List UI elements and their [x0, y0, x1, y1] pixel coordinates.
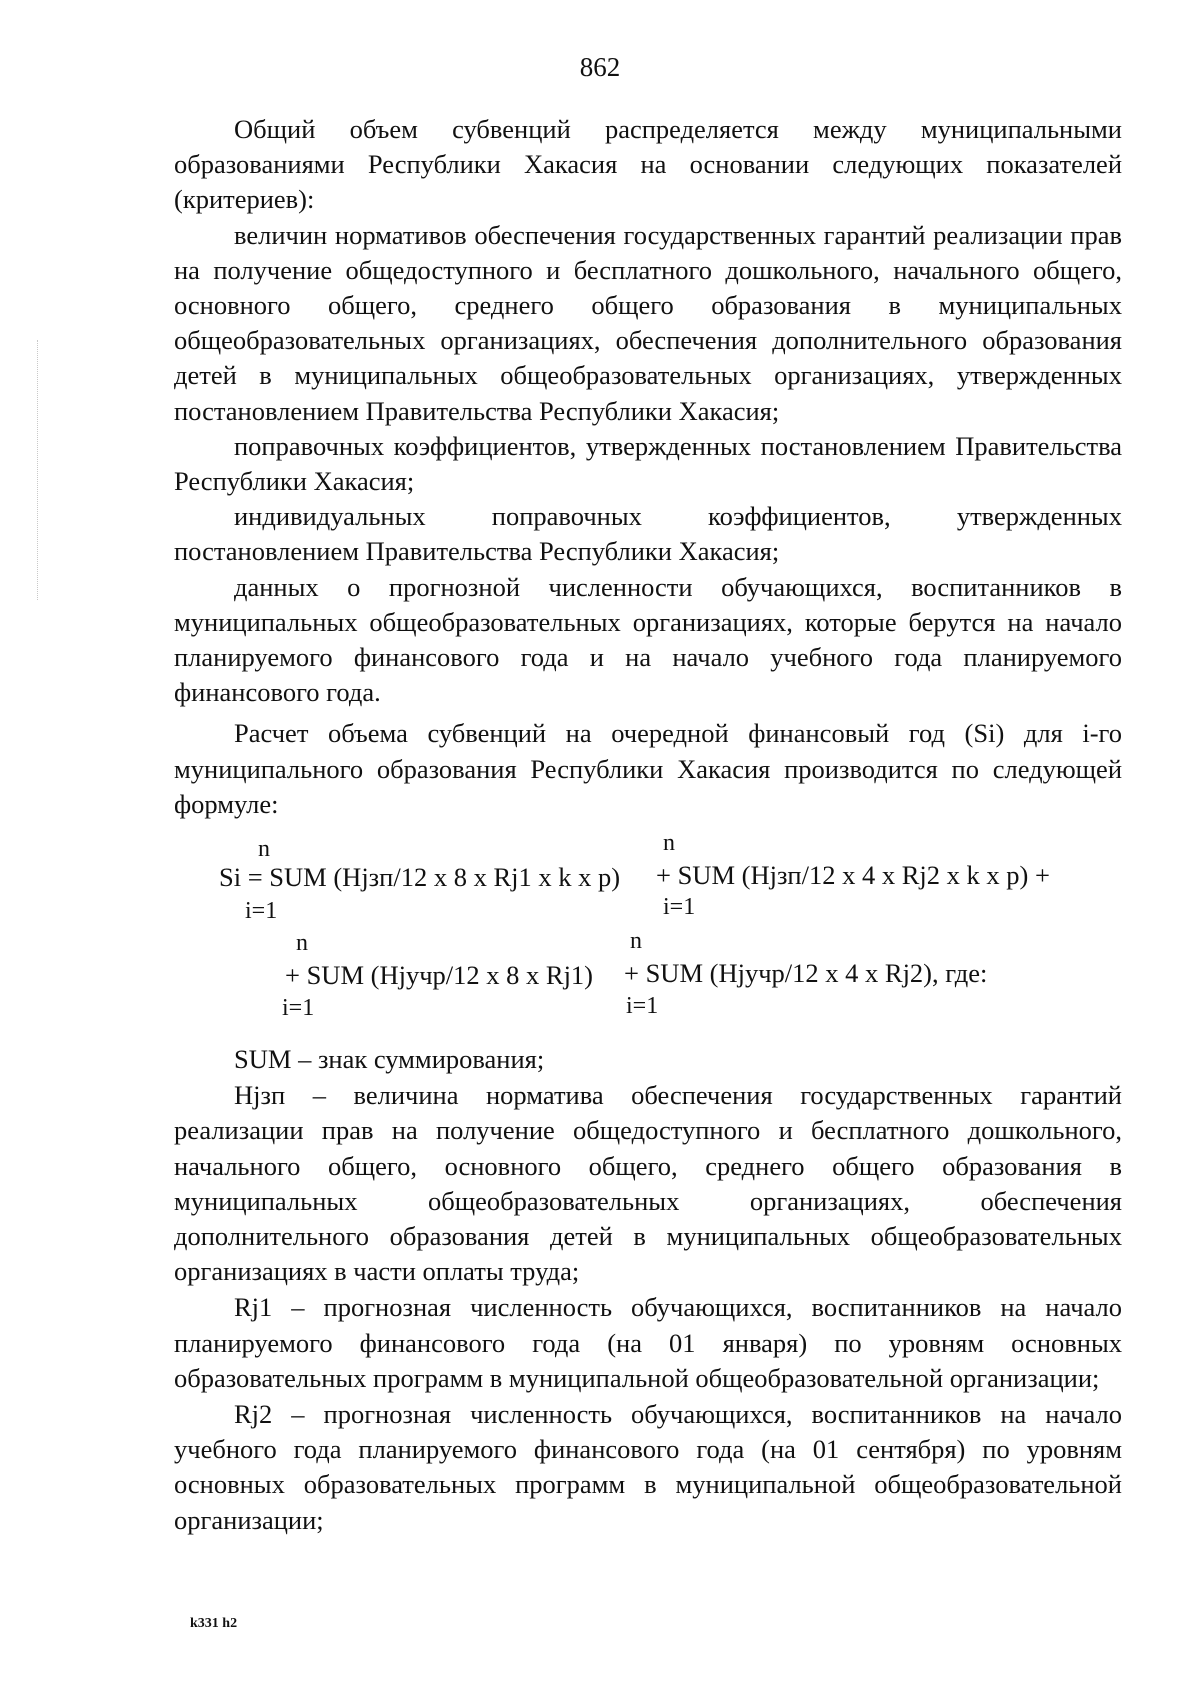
- definition-rj2: Rj2 – прогнозная численность обучающихся, воспитанников на начало учебного года планируемого финансового года (на 01 сентября) по уровням основных образовательных программ в муниципальной общеобразовательной организации;: [174, 1399, 1122, 1535]
- sum1-lower-limit: i=1: [245, 898, 278, 924]
- definition-sum: SUM – знак суммирования;: [234, 1044, 545, 1074]
- definition-hjzp: Hjзп – величина норматива обеспечения государственных гарантий реализации прав на получение общедоступного и бесплатного дошкольного, начального общего, основного общего, среднего общего образования в муниципальных общеобразовательных организациях, обеспечения дополнительного образования детей в муниципальных общеобразовательных организациях в части оплаты труда;: [174, 1080, 1122, 1287]
- criterion-paragraph-3: индивидуальных поправочных коэффициентов, утвержденных постановлением Правительства Республики Хакасия;: [174, 501, 1122, 567]
- sum2-upper-limit: n: [663, 830, 675, 856]
- sum1-upper-limit: n: [258, 836, 270, 862]
- formula-line1-part2: + SUM (Hjзп/12 x 4 x Rj2 x k x p) +: [656, 860, 1050, 890]
- sum4-lower-limit: i=1: [626, 993, 659, 1019]
- body-text: [174, 112, 1122, 822]
- criterion-paragraph-2: поправочных коэффициентов, утвержденных постановлением Правительства Республики Хакасия;: [174, 430, 1122, 497]
- sum4-upper-limit: n: [630, 928, 642, 954]
- definitions-block: [174, 1042, 1122, 1538]
- formula-line2-part1: + SUM (Hjучр/12 x 8 x Rj1): [285, 960, 594, 990]
- definition-rj1: Rj1 – прогнозная численность обучающихся, воспитанников на начало планируемого финансового года (на 01 января) по уровням основных образовательных программ в муниципальной общеобразовательной организации;: [174, 1292, 1122, 1393]
- sum2-lower-limit: i=1: [663, 894, 696, 920]
- scan-margin-mark: [37, 340, 39, 600]
- sum3-lower-limit: i=1: [282, 995, 315, 1021]
- page-number: 862: [579, 52, 621, 82]
- criterion-paragraph-1: величин нормативов обеспечения государственных гарантий реализации прав на получение общедоступного и бесплатного дошкольного, начального общего, основного общего, среднего общего образования в муниципальных общеобразовательных организациях, обеспечения дополнительного образования детей в муниципальных общеобразовательных организациях, утвержденных постановлением Правительства Республики Хакасия;: [174, 219, 1122, 426]
- calculation-intro-paragraph: Расчет объема субвенций на очередной финансовый год (Si) для i-го муниципального образования Республики Хакасия производится по следующей формуле:: [174, 718, 1122, 819]
- sum3-upper-limit: n: [296, 930, 308, 956]
- formula-line1-part1: Si = SUM (Hjзп/12 x 8 x Rj1 x k x p): [219, 862, 621, 892]
- intro-paragraph: Общий объем субвенций распределяется между муниципальными образованиями Республики Хакасия на основании следующих показателей (критериев):: [174, 114, 1122, 215]
- footer-document-code: k331 h2: [190, 1616, 238, 1631]
- criterion-paragraph-4: данных о прогнозной численности обучающихся, воспитанников в муниципальных общеобразовательных организациях, которые берутся на начало планируемого финансового года и на начало учебного года планируемого финансового года.: [174, 571, 1122, 708]
- formula-line2-part2: + SUM (Hjучр/12 x 4 x Rj2), где:: [624, 958, 988, 988]
